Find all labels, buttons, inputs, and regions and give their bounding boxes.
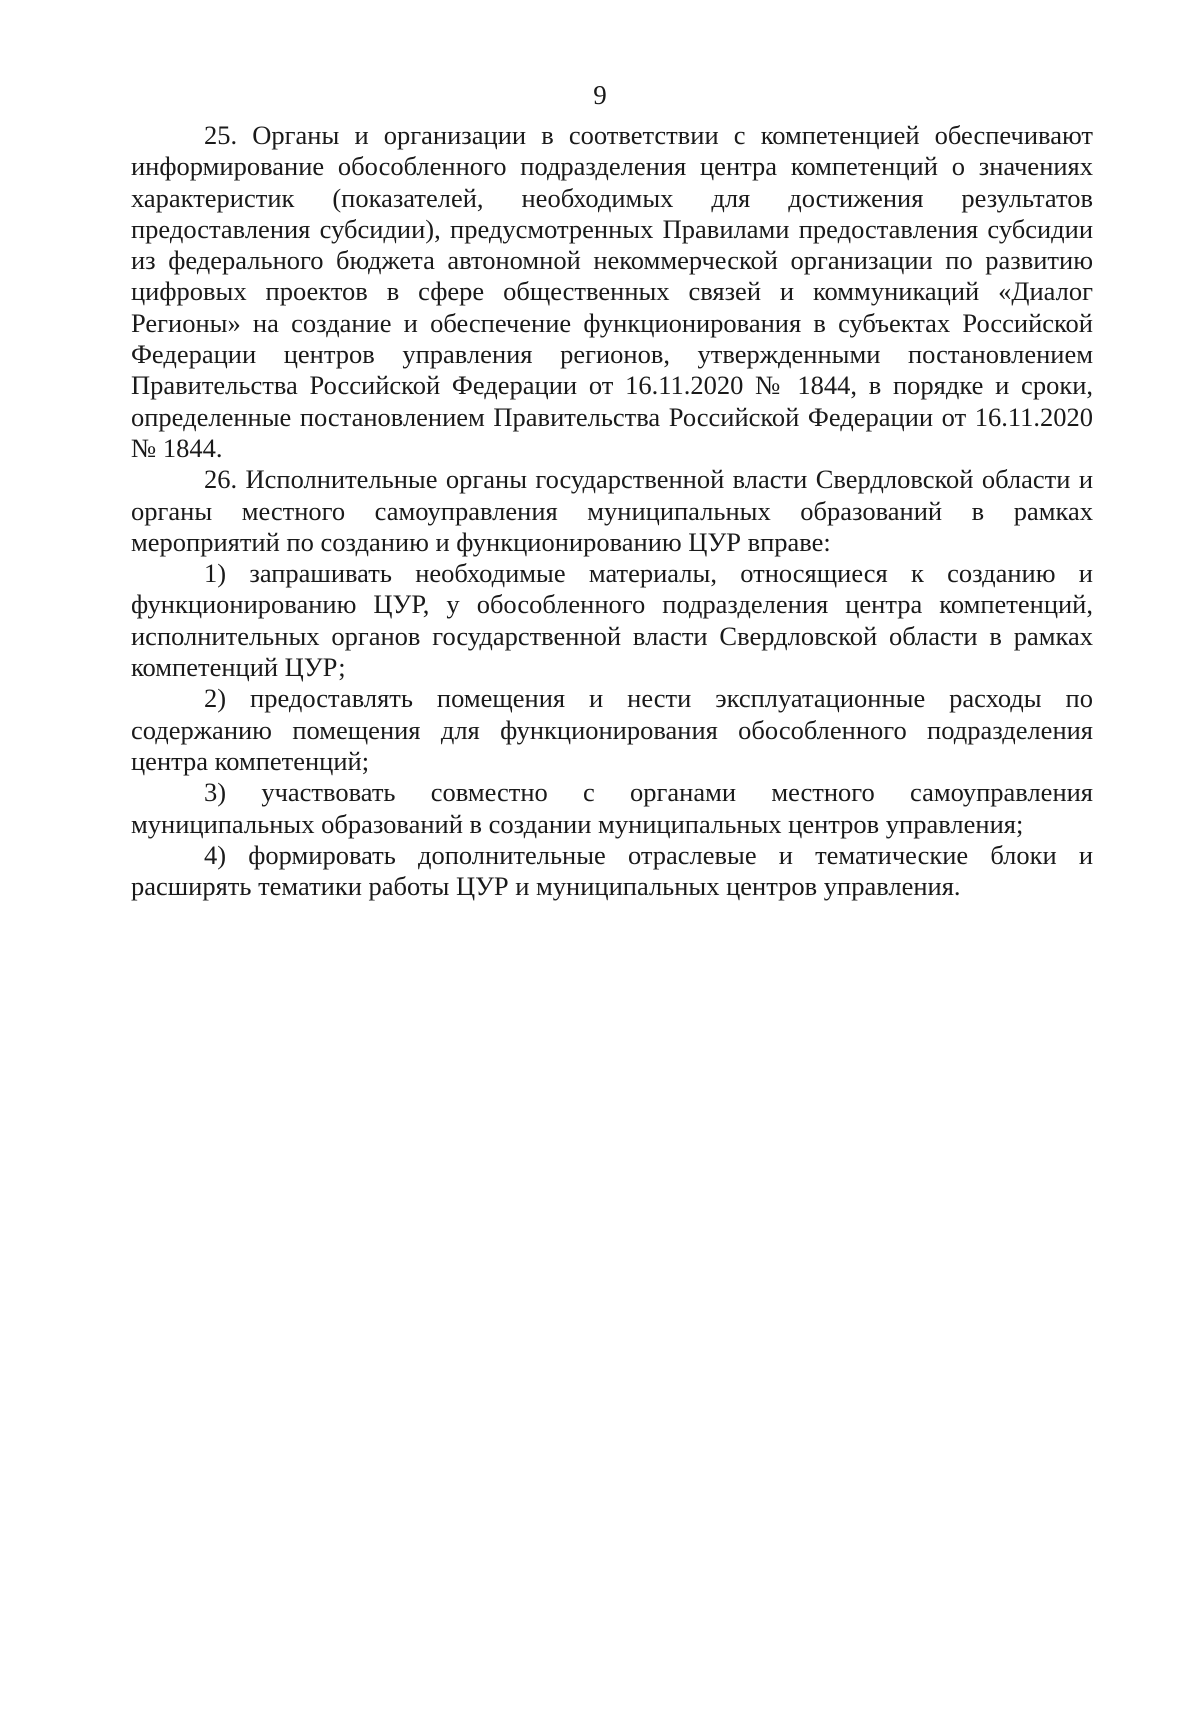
list-item-1: 1) запрашивать необходимые материалы, относящиеся к созданию и функционированию ЦУР, у обособленного подразделения центра компетенций, исполнительных органов государственной власти Свердловской области в рамках компетенций ЦУР;: [131, 558, 1093, 683]
list-item-4: 4) формировать дополнительные отраслевые и тематические блоки и расширять тематики работы ЦУР и муниципальных центров управления.: [131, 839, 1093, 902]
list-item-3: 3) участвовать совместно с органами местного самоуправления муниципальных образований в создании муниципальных центров управления;: [131, 777, 1093, 839]
list-item-2: 2) предоставлять помещения и нести эксплуатационные расходы по содержанию помещения для функционирования обособленного подразделения центра компетенций;: [131, 683, 1093, 776]
paragraph-26: 26. Исполнительные органы государственной власти Свердловской области и органы местного самоуправления муниципальных образований в рамках мероприятий по созданию и функционированию ЦУР вправе:: [131, 464, 1093, 557]
paragraph-25: 25. Органы и организации в соответствии с компетенцией обеспечивают информирование обособленного подразделения центра компетенций о значениях характеристик (показателей, необходимых для достижения результатов предоставления субсидии), предусмотренных Правилами предоставления субсидии из федерального бюджета автономной некоммерческой организации по развитию цифровых проектов в сфере общественных связей и коммуникаций «Диалог Регионы» на создание и обеспечение функционирования в субъектах Российской Федерации центров управления регионов, утвержденными постановлением Правительства Российской Федерации от 16.11.2020 № 1844, в порядке и сроки, определенные постановлением Правительства Российской Федерации от 16.11.2020 № 1844.: [131, 120, 1093, 463]
page-number: 9: [593, 80, 607, 110]
document-body: [131, 120, 1093, 902]
